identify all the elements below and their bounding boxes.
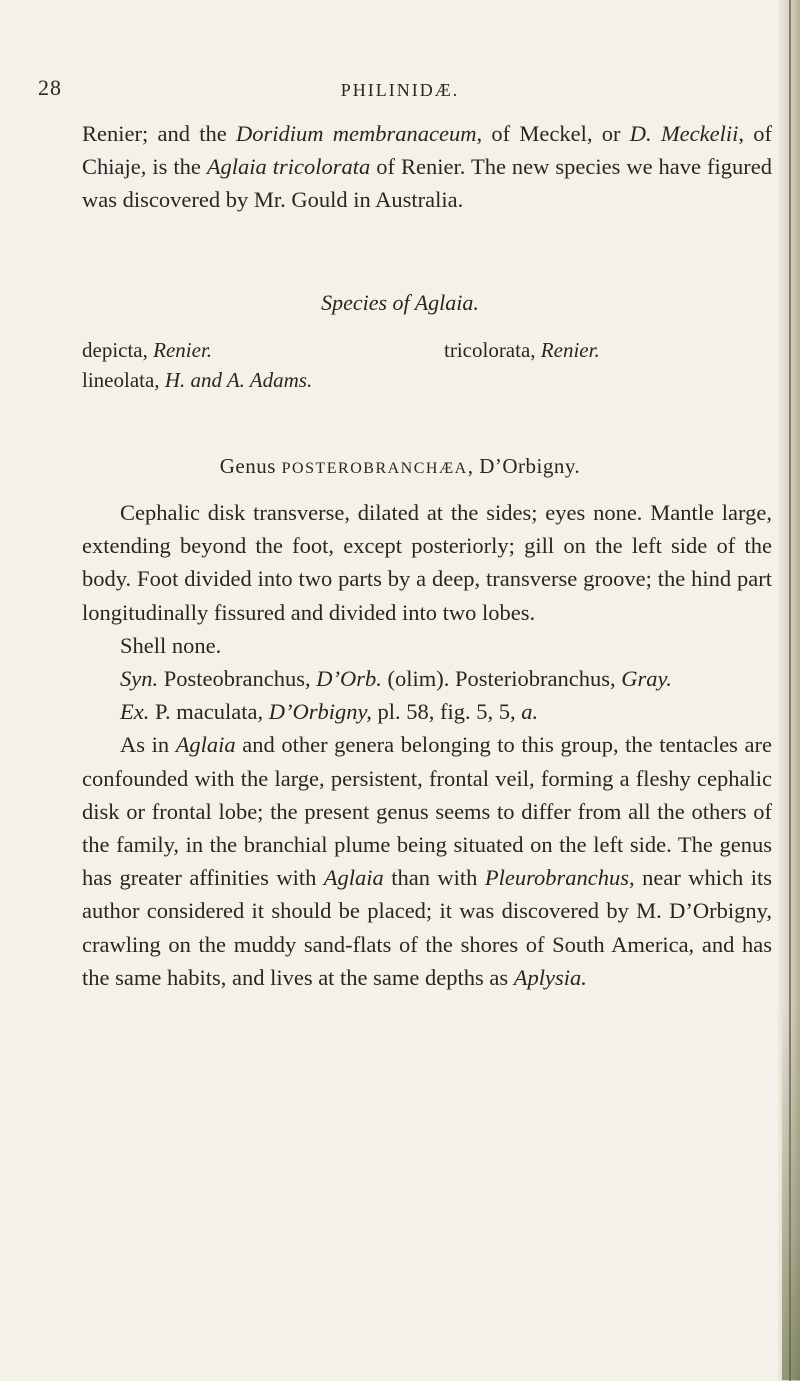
genus-name: POSTEROBRANCHÆA bbox=[281, 460, 468, 477]
species-author: Renier. bbox=[540, 338, 600, 362]
species-author: H. and A. Adams. bbox=[164, 368, 313, 392]
page-edge-stain bbox=[782, 1000, 800, 1380]
syn-text-1: Posteobranchus, bbox=[158, 666, 317, 692]
syn-italic-2: Gray. bbox=[621, 666, 672, 692]
genus-description bbox=[82, 496, 772, 994]
genus-prefix: Genus bbox=[219, 454, 282, 478]
page-number: 28 bbox=[38, 75, 62, 100]
species-item bbox=[82, 338, 212, 363]
species-item bbox=[444, 338, 600, 363]
ex-text-1: P. maculata, bbox=[149, 699, 269, 725]
intro-text-3: , of Chiaje, is the bbox=[82, 121, 773, 180]
syn-label: Syn. bbox=[120, 666, 159, 692]
species-author: Renier. bbox=[153, 338, 213, 362]
syn-italic-1: D’Orb. bbox=[316, 666, 382, 692]
discussion-paragraph bbox=[82, 728, 772, 994]
intro-paragraph bbox=[82, 117, 772, 217]
final-text-2: and other genera belonging to this group, the tentacles are confounded with the large, persistent, frontal veil, forming a fleshy cephalic disk or frontal lobe; the present genus seems to differ from all the others of the family, in the branchial plume being situated on the left side. The genus has greater affinities with bbox=[82, 732, 772, 891]
intro-italic-1: Doridium membranaceum bbox=[236, 121, 477, 146]
final-text-1: As in bbox=[120, 732, 176, 758]
final-italic-4: Aplysia. bbox=[513, 964, 587, 990]
ex-label: Ex. bbox=[120, 699, 150, 725]
syn-text-2: (olim). Posteriobranchus, bbox=[381, 666, 622, 692]
final-italic-1: Aglaia bbox=[175, 732, 236, 758]
species-name: tricolorata, bbox=[444, 338, 541, 362]
intro-text-1: Renier; and the bbox=[82, 121, 237, 146]
final-text-3: than with bbox=[383, 865, 485, 891]
final-italic-3: Pleurobranchus, bbox=[484, 865, 635, 891]
ex-text-2: pl. 58, fig. 5, 5, bbox=[371, 699, 522, 725]
intro-text-2: , of Meckel, or bbox=[476, 121, 630, 146]
example-paragraph bbox=[82, 695, 772, 728]
genus-author: , D’Orbigny. bbox=[467, 454, 581, 478]
species-heading: Species of Aglaia. bbox=[321, 290, 479, 315]
running-head: PHILINIDÆ. bbox=[340, 80, 460, 100]
shell-paragraph: Shell none. bbox=[120, 632, 222, 658]
ex-italic-1: D’Orbigny, bbox=[268, 699, 372, 725]
intro-text-4: of Renier. The new species we have figured was discovered by Mr. Gould in Australia. bbox=[82, 154, 772, 213]
species-name: depicta, bbox=[82, 338, 154, 362]
species-item bbox=[82, 368, 312, 393]
synonymy-paragraph bbox=[82, 662, 772, 695]
final-italic-2: Aglaia bbox=[323, 865, 384, 891]
description-paragraph: Cephalic disk transverse, dilated at the sides; eyes none. Mantle large, extending beyond the foot, except posteriorly; gill on the left side of the body. Foot divided into two parts by a deep, transverse groove; the hind part longitudinally fissured and divided into two lobes. bbox=[82, 500, 772, 625]
genus-heading bbox=[0, 454, 800, 479]
intro-italic-2: D. Meckelii bbox=[629, 121, 739, 146]
intro-italic-3: Aglaia tricolorata bbox=[206, 154, 371, 180]
final-text-4: near which its author considered it should be placed; it was discovered by M. D’Orbigny, crawling on the muddy sand-flats of the shores of South America, and has the same habits, and lives at the same depths as bbox=[82, 865, 772, 990]
species-name: lineolata, bbox=[82, 368, 165, 392]
ex-italic-2: a. bbox=[521, 699, 539, 725]
